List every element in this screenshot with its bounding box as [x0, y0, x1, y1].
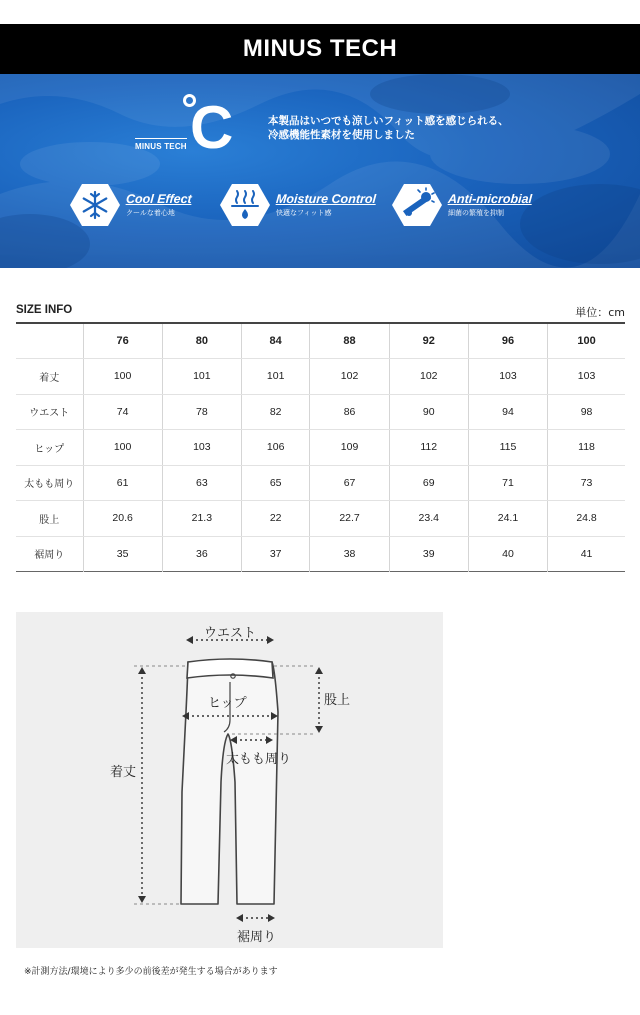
hem-label: 裾周り — [237, 930, 277, 945]
hero-texture — [0, 74, 640, 268]
table-cell: 73 — [548, 465, 625, 501]
row-label: ヒップ — [16, 430, 83, 466]
table-row — [16, 501, 625, 537]
row-label: 着丈 — [16, 359, 83, 395]
size-header-cell: 84 — [241, 323, 309, 359]
table-cell: 103 — [548, 359, 625, 395]
feature-cool-effect — [70, 182, 192, 228]
table-cell: 37 — [241, 536, 309, 572]
size-header-row — [16, 323, 625, 359]
row-label: 裾周り — [16, 536, 83, 572]
logo-divider — [135, 138, 187, 139]
measurement-diagram — [16, 612, 443, 948]
table-cell: 94 — [468, 394, 547, 430]
table-cell: 74 — [83, 394, 162, 430]
table-row — [16, 359, 625, 395]
size-table — [16, 322, 625, 572]
table-cell: 22.7 — [310, 501, 389, 537]
table-cell: 102 — [389, 359, 468, 395]
table-cell: 39 — [389, 536, 468, 572]
size-header-cell: 76 — [83, 323, 162, 359]
row-label: 股上 — [16, 501, 83, 537]
feature-sub: クールな着心地 — [126, 209, 175, 217]
size-header-cell: 92 — [389, 323, 468, 359]
table-cell: 103 — [162, 430, 241, 466]
thigh-label: 太もも周り — [226, 752, 292, 767]
size-header-cell: 100 — [548, 323, 625, 359]
table-cell: 115 — [468, 430, 547, 466]
header-banner — [0, 24, 640, 74]
table-cell: 65 — [241, 465, 309, 501]
hero-description-line-2: 冷感機能性素材を使用しました — [268, 129, 415, 141]
table-cell: 71 — [468, 465, 547, 501]
size-header-cell: 96 — [468, 323, 547, 359]
waist-label: ウエスト — [204, 626, 257, 641]
table-cell: 101 — [241, 359, 309, 395]
hero-banner — [0, 74, 640, 268]
feature-name: Anti-microbial — [447, 192, 533, 206]
rise-label: 股上 — [324, 693, 351, 708]
table-row — [16, 394, 625, 430]
unit-label: 単位：cm — [575, 306, 625, 319]
antimicrobial-icon — [392, 182, 442, 228]
row-label: ウエスト — [16, 394, 83, 430]
table-cell: 90 — [389, 394, 468, 430]
table-cell: 100 — [83, 430, 162, 466]
table-cell: 69 — [389, 465, 468, 501]
table-cell: 22 — [241, 501, 309, 537]
table-cell: 67 — [310, 465, 389, 501]
table-cell: 82 — [241, 394, 309, 430]
table-cell: 109 — [310, 430, 389, 466]
table-cell: 106 — [241, 430, 309, 466]
table-cell: 41 — [580, 547, 593, 560]
size-header-cell: 80 — [162, 323, 241, 359]
table-cell: 23.4 — [389, 501, 468, 537]
logo-text: MINUS TECH — [135, 142, 187, 151]
table-cell: 103 — [468, 359, 547, 395]
table-cell: 24.1 — [468, 501, 547, 537]
table-row — [16, 536, 625, 572]
size-header-cell: 88 — [310, 323, 389, 359]
table-cell: 20.6 — [83, 501, 162, 537]
table-row — [16, 430, 625, 466]
hip-label: ヒップ — [208, 696, 247, 711]
pants-illustration — [16, 612, 443, 948]
table-cell: 112 — [389, 430, 468, 466]
table-cell: 102 — [310, 359, 389, 395]
table-cell: 24.8 — [548, 501, 625, 537]
feature-name: Cool Effect — [125, 192, 193, 206]
feature-moisture-control — [220, 182, 376, 228]
size-info-title: SIZE INFO — [16, 304, 73, 316]
table-cell: 78 — [162, 394, 241, 430]
row-label: 太もも周り — [16, 465, 83, 501]
feature-sub: 細菌の繁殖を抑制 — [448, 209, 504, 217]
table-row — [16, 465, 625, 501]
table-cell: 118 — [548, 430, 625, 466]
table-cell: 63 — [162, 465, 241, 501]
celsius-symbol: C — [190, 94, 234, 161]
table-cell: 98 — [548, 394, 625, 430]
minus-tech-logo — [135, 92, 250, 162]
length-label: 着丈 — [110, 765, 137, 780]
feature-anti-microbial — [392, 182, 532, 228]
footnote: ※計測方法/環境により多少の前後差が発生する場合があります — [24, 967, 278, 977]
table-cell: 21.3 — [162, 501, 241, 537]
feature-name: Moisture Control — [275, 192, 377, 206]
table-cell: 38 — [310, 536, 389, 572]
hero-description-line-1: 本製品はいつでも涼しいフィット感を感じられる、 — [268, 115, 509, 127]
moisture-icon — [220, 182, 270, 228]
table-cell: 100 — [83, 359, 162, 395]
table-cell: 36 — [162, 536, 241, 572]
corner-cell — [16, 323, 83, 359]
table-cell: 40 — [468, 536, 547, 572]
feature-sub: 快適なフィット感 — [276, 209, 332, 217]
table-cell: 35 — [83, 536, 162, 572]
table-cell: 86 — [310, 394, 389, 430]
header-title: MINUS TECH — [242, 35, 398, 62]
table-cell: 61 — [83, 465, 162, 501]
table-cell: 101 — [162, 359, 241, 395]
snowflake-icon — [70, 182, 120, 228]
hero-description — [268, 114, 509, 142]
